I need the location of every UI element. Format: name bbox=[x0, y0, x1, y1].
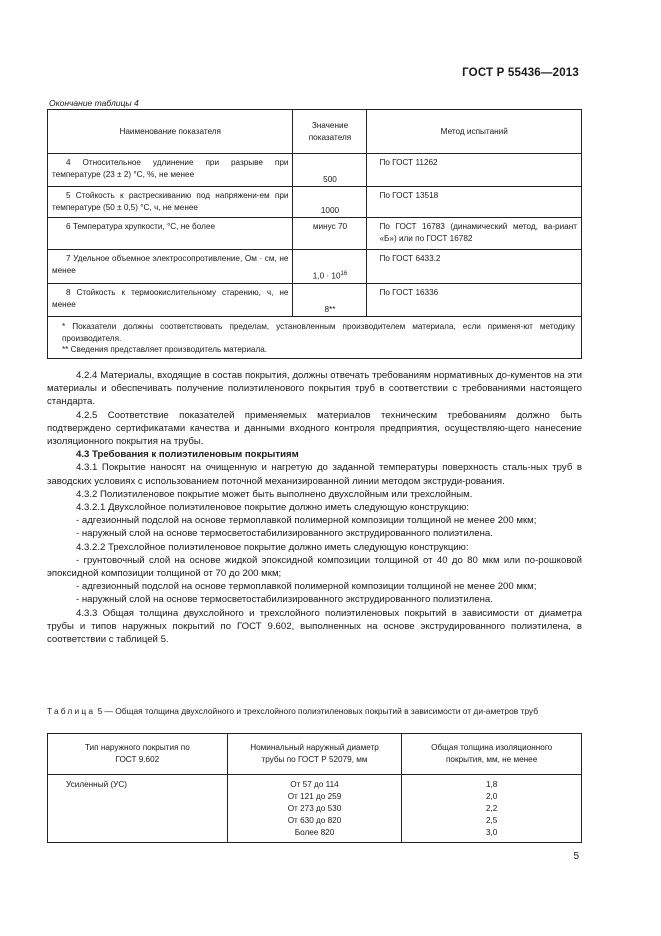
diameter-value: От 630 до 820 bbox=[287, 816, 342, 825]
standard-header: ГОСТ Р 55436—2013 bbox=[462, 67, 579, 79]
test-method: По ГОСТ 16783 (динамический метод, ва-риант «Б») или по ГОСТ 16782 bbox=[367, 218, 582, 250]
thickness-value: 2,2 bbox=[485, 804, 498, 813]
thickness-value: 2,0 bbox=[485, 792, 498, 801]
list-item: - адгезионный подслой на основе термоплавкой полимерной композиции толщиной не менее 200 мкм; bbox=[76, 581, 537, 593]
column-header: Общая толщина изоляционного покрытия, мм, не менее bbox=[402, 734, 582, 775]
test-method: По ГОСТ 13518 bbox=[367, 187, 582, 218]
page-number: 5 bbox=[573, 851, 579, 862]
table-header-row bbox=[48, 110, 582, 154]
table-5 bbox=[47, 733, 582, 843]
test-method: По ГОСТ 16336 bbox=[367, 284, 582, 317]
diameter-cell bbox=[227, 775, 402, 843]
thickness-value: 3,0 bbox=[485, 828, 498, 837]
column-header: Тип наружного покрытия по ГОСТ 9.602 bbox=[48, 734, 228, 775]
value-exponent: 16 bbox=[340, 270, 348, 277]
column-header: Метод испытаний bbox=[367, 110, 582, 154]
table-4 bbox=[47, 109, 582, 359]
table-row bbox=[48, 218, 582, 250]
table-note: * Показатели должны соответствовать пределам, установленным производителем материала, если применя-ют методику производителя. bbox=[62, 322, 575, 343]
table-row bbox=[48, 187, 582, 218]
table4-caption: Окончание таблицы 4 bbox=[49, 98, 139, 108]
table-caption-text: 5 — Общая толщина двухслойного и трехслойного полиэтиленовых покрытий в зависимости от ди-аметров труб bbox=[95, 706, 538, 716]
indicator-name: 4 Относительное удлинение при разрыве при температуре (23 ± 2) °С, %, не менее bbox=[48, 154, 293, 187]
paragraph: 4.3.3 Общая толщина двухслойного и трехслойного полиэтиленовых покрытий в зависимости от диаметра трубы и типов наружных покрытий по ГОСТ 9.602, выполненных на основе экструдированного полиэтилена, в соответствии с таблицей 5. bbox=[47, 607, 582, 646]
indicator-value bbox=[293, 250, 367, 284]
paragraph: 4.2.5 Соответствие показателей применяемых материалов техническим требованиям должно быть подтверждено сертификатами качества и данными входного контроля предприятия, осуществляю-щего нанесение изоляционного покрытия на трубы. bbox=[47, 409, 582, 448]
table-note: ** Сведения представляет производитель материала. bbox=[62, 345, 268, 354]
diameter-value: От 273 до 530 bbox=[287, 804, 342, 813]
paragraph: 4.3.2.2 Трехслойное полиэтиленовое покрытие должно иметь следующую конструкцию: bbox=[76, 541, 469, 553]
indicator-name: 8 Стойкость к термоокислительному старению, ч, не менее bbox=[48, 284, 293, 317]
body-text bbox=[47, 369, 582, 646]
table-notes-row bbox=[48, 317, 582, 359]
section-heading: 4.3 Требования к полиэтиленовым покрытиям bbox=[76, 449, 299, 461]
list-item: - адгезионный подслой на основе термоплавкой полимерной композиции толщиной не менее 200 мкм; bbox=[76, 515, 537, 527]
thickness-value: 1,8 bbox=[485, 780, 498, 789]
diameter-value: От 121 до 259 bbox=[287, 792, 342, 801]
table-row bbox=[48, 250, 582, 284]
table-row bbox=[48, 284, 582, 317]
table-row bbox=[48, 154, 582, 187]
column-header: Наименование показателя bbox=[48, 110, 293, 154]
paragraph: 4.3.2.1 Двухслойное полиэтиленовое покрытие должно иметь следующую конструкцию: bbox=[76, 502, 469, 514]
paragraph: 4.3.2 Полиэтиленовое покрытие может быть выполнено двухслойным или трехслойным. bbox=[76, 488, 473, 500]
list-item: - наружный слой на основе термосветостабилизированного экструдированного полиэтилена. bbox=[76, 528, 493, 540]
indicator-name: 5 Стойкость к растрескиванию под напряжени-ем при температуре (50 ± 0,5) °С, ч, не менее bbox=[48, 187, 293, 218]
diameter-value: Более 820 bbox=[294, 828, 335, 837]
table-caption-label: Таблица bbox=[47, 706, 96, 716]
thickness-value: 2,5 bbox=[485, 816, 498, 825]
table-header-row bbox=[48, 734, 582, 775]
indicator-value: 1000 bbox=[293, 187, 367, 218]
indicator-name: 6 Температура хрупкости, °С, не более bbox=[48, 218, 293, 250]
paragraph: 4.3.1 Покрытие наносят на очищенную и нагретую до заданной температуры поверхность сталь-ных труб в заводских условиях с использованием поточной механизированной линии методом экструди-рования. bbox=[47, 462, 582, 487]
test-method: По ГОСТ 6433.2 bbox=[367, 250, 582, 284]
test-method: По ГОСТ 11262 bbox=[367, 154, 582, 187]
list-item: - грунтовочный слой на основе жидкой эпоксидной композиции толщиной от 40 до 80 мкм или по-рошковой эпоксидной композиции толщиной от 70 до 200 мкм; bbox=[47, 554, 582, 580]
list-item: - наружный слой на основе термосветостабилизированного экструдированного полиэтилена. bbox=[76, 594, 493, 606]
indicator-value: 8** bbox=[293, 284, 367, 317]
column-header: Значение показателя bbox=[293, 110, 367, 154]
table-notes bbox=[48, 317, 582, 359]
thickness-cell bbox=[402, 775, 582, 843]
coating-type: Усиленный (УС) bbox=[48, 775, 228, 843]
table5-caption bbox=[47, 705, 582, 717]
indicator-name: 7 Удельное объемное электросопротивление, Ом · см, не менее bbox=[48, 250, 293, 284]
indicator-value: 500 bbox=[293, 154, 367, 187]
value-mantissa: 1,0 · 10 bbox=[312, 271, 341, 281]
table-row bbox=[48, 775, 582, 843]
diameter-value: От 57 до 114 bbox=[290, 780, 339, 789]
indicator-value: минус 70 bbox=[293, 218, 367, 250]
column-header: Номинальный наружный диаметр трубы по ГОСТ Р 52079, мм bbox=[227, 734, 402, 775]
paragraph: 4.2.4 Материалы, входящие в состав покрытия, должны отвечать требованиям нормативных до-кументов на эти материалы и обеспечивать получение полиэтиленового покрытия труб в соответствии с требованиями настоящего стандарта. bbox=[47, 370, 582, 408]
